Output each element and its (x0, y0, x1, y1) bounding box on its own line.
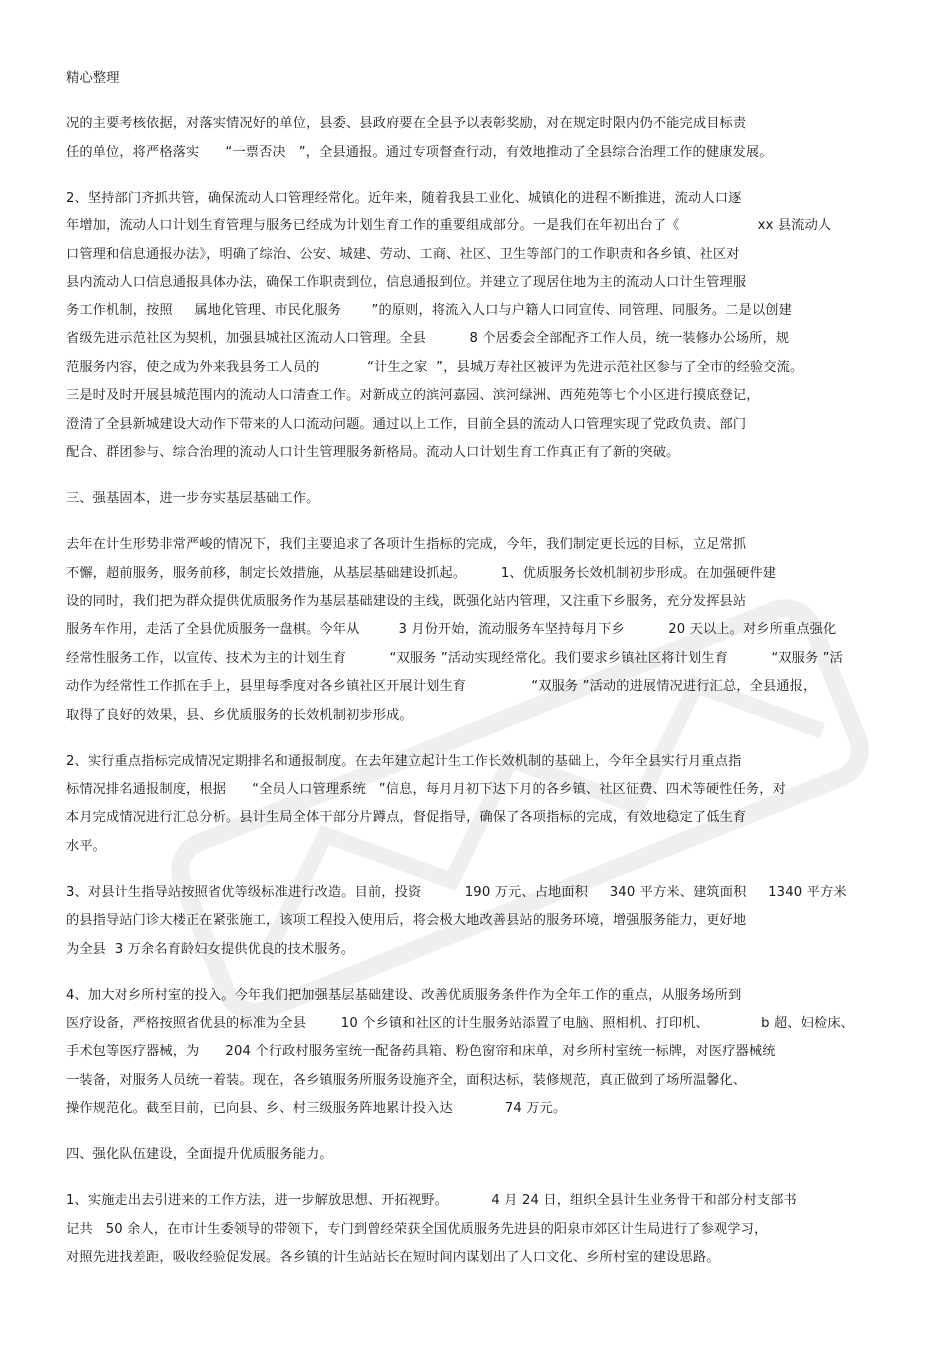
text-line: 2、坚持部门齐抓共管，确保流动人口管理经常化。近年来，随着我县工业化、城镇化的进程不断推进，流动人口逐 (66, 191, 742, 206)
text-line: 操作规范化。截至目前，已向县、乡、村三级服务阵地累计投入达 74 万元。 (66, 1101, 567, 1116)
text-line: 去年在计生形势非常严峻的情况下，我们主要追求了各项计生指标的完成，今年，我们制定更长远的目标，立足常抓 (66, 537, 747, 552)
text-line: 年增加，流动人口计划生育管理与服务已经成为计划生育工作的重要组成部分。一是我们在年初出台了《 xx 县流动人 (66, 218, 832, 233)
text-line: 动作为经常性工作抓在手上，县里每季度对各乡镇社区开展计划生育 “双服务 ”活动的进展情况进行汇总，全县通报， (66, 679, 817, 694)
text-line: 3、对县计生指导站按照省优等级标准进行改造。目前，投资 190 万元、占地面积 340 平方米、建筑面积 1340 平方米 (66, 885, 847, 900)
text-line: 医疗设备，严格按照省优县的标准为全县 10 个乡镇和社区的计生服务站添置了电脑、照相机、打印机、 b 超、妇检床、 (66, 1016, 854, 1031)
text-line: 4、加大对乡所村室的投入。今年我们把加强基层基础建设、改善优质服务条件作为全年工作的重点，从服务场所到 (66, 988, 742, 1003)
text-line: 手术包等医疗器械，为 204 个行政村服务室统一配备药具箱、粉色窗帘和床单，对乡所村室统一标牌，对医疗器械统 (66, 1044, 776, 1059)
text-line: 澄清了全县新城建设大动作下带来的人口流动问题。通过以上工作，目前全县的流动人口管理实现了党政负责、部门 (66, 417, 747, 432)
text-line: 为全县 3 万余名育龄妇女提供优良的技术服务。 (66, 942, 355, 957)
text-line: 不懈，超前服务，服务前移，制定长效措施，从基层基础建设抓起。 1、优质服务长效机制初步形成。在加强硬件建 (66, 566, 777, 581)
text-line: 三是时及时开展县城范围内的流动人口清查工作。对新成立的滨河嘉园、滨河绿洲、西苑苑等七个小区进行摸底登记， (66, 388, 760, 403)
text-line: 标情况排名通报制度，根据 “全员人口管理系统 ”信息，每月月初下达下月的各乡镇、社区征费、四术等硬性任务，对 (66, 782, 786, 797)
text-line: 四、强化队伍建设，全面提升优质服务能力。 (66, 1147, 333, 1162)
text-line: 2、实行重点指标完成情况定期排名和通报制度。在去年建立起计生工作长效机制的基础上，今年全县实行月重点指 (66, 754, 742, 769)
text-line: 对照先进找差距，吸收经验促发展。各乡镇的计生站站长在短时间内谋划出了人口文化、乡所村室的建设思路。 (66, 1250, 720, 1265)
text-line: 况的主要考核依据，对落实情况好的单位，县委、县政府要在全县予以表彰奖励，对在规定时限内仍不能完成目标责 (66, 116, 747, 131)
text-line: 记共 50 余人，在市计生委领导的带领下，专门到曾经荣获全国优质服务先进县的阳泉市郊区计生局进行了参观学习， (66, 1222, 768, 1237)
text-line: 1、实施走出去引进来的工作方法，进一步解放思想、开拓视野。 4 月 24 日，组织全县计生业务骨干和部分村支部书 (66, 1193, 797, 1208)
text-line: 本月完成情况进行汇总分析。县计生局全体干部分片蹲点，督促指导，确保了各项指标的完成，有效地稳定了低生育 (66, 810, 747, 825)
text-line: 取得了良好的效果，县、乡优质服务的长效机制初步形成。 (66, 708, 413, 723)
text-line: 县内流动人口信息通报具体办法，确保工作职责到位，信息通报到位。并建立了现居住地为主的流动人口计生管理服 (66, 275, 747, 290)
text-line: 口管理和信息通报办法》，明确了综治、公安、城建、劳动、工商、社区、卫生等部门的工作职责和各乡镇、社区对 (66, 247, 740, 262)
text-line: 水平。 (66, 839, 107, 854)
text-line: 配合、群团参与、综合治理的流动人口计生管理服务新格局。流动人口计划生育工作真正有了新的突破。 (66, 445, 680, 460)
text-line: 务工作机制，按照 属地化管理、市民化服务 ”的原则，将流入人口与户籍人口同宣传、同管理、同服务。二是以创建 (66, 303, 792, 318)
text-line: 设的同时，我们把为群众提供优质服务作为基层基础建设的主线，既强化站内管理，又注重下乡服务，充分发挥县站 (66, 594, 747, 609)
text-line: 服务车作用，走活了全县优质服务一盘棋。今年从 3 月份开始，流动服务车坚持每月下乡 20 天以上。对乡所重点强化 (66, 622, 837, 637)
text-line: 三、强基固本，进一步夯实基层基础工作。 (66, 491, 320, 506)
text-line: 经常性服务工作，以宣传、技术为主的计划生育 “双服务 ”活动实现经常化。我们要求乡镇社区将计划生育 “双服务 ”活 (66, 651, 843, 666)
text-line: 省级先进示范社区为契机，加强县城社区流动人口管理。全县 8 个居委会全部配齐工作人员，统一装修办公场所，规 (66, 331, 790, 346)
text-line: 任的单位，将严格落实 “一票否决 ”，全县通报。通过专项督查行动，有效地推动了全县综合治理工作的健康发展。 (66, 145, 773, 160)
page-header: 精心整理 (66, 71, 120, 86)
text-line: 范服务内容，使之成为外来我县务工人员的 “计生之家 ”，县城万寿社区被评为先进示范社区参与了全市的经验交流。 (66, 360, 804, 375)
text-line: 一装备，对服务人员统一着装。现在，各乡镇服务所服务设施齐全，面积达标，装修规范，真正做到了场所温馨化、 (66, 1073, 747, 1088)
text-line: 的县指导站门诊大楼正在紧张施工，该项工程投入使用后，将会极大地改善县站的服务环境，增强服务能力，更好地 (66, 913, 747, 928)
